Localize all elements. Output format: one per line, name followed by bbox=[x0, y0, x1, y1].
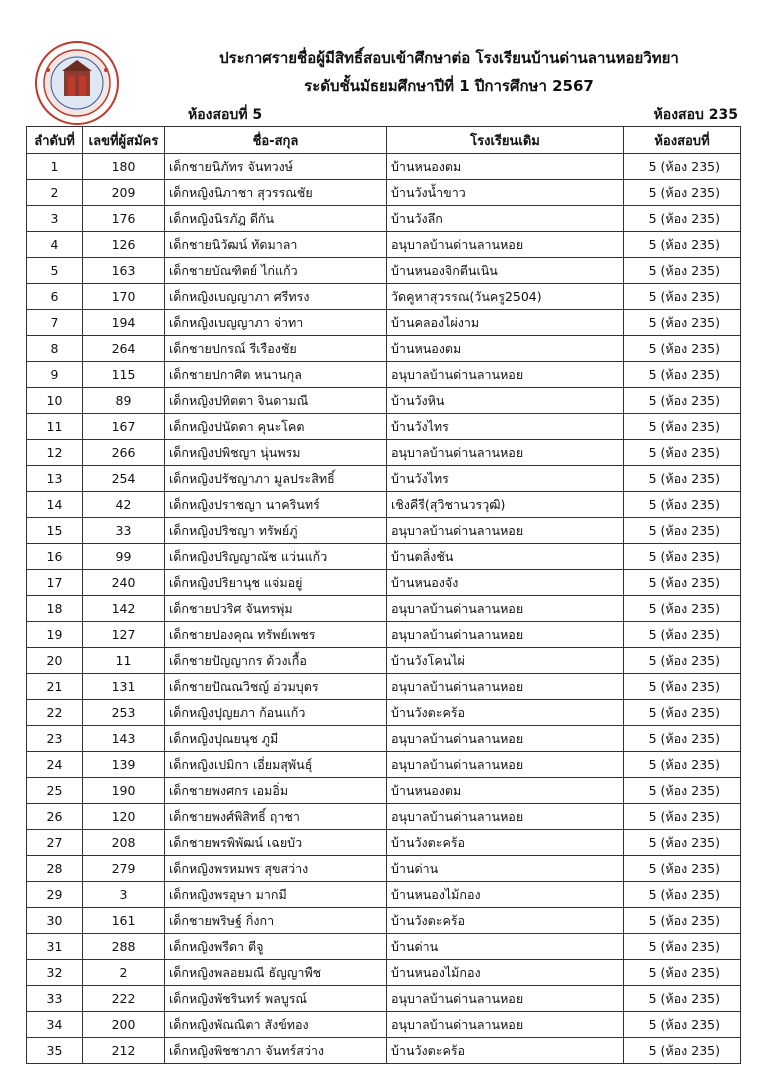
cell-name: เด็กหญิงเบญญาภา ศรีทรง bbox=[165, 284, 387, 310]
cell-name: เด็กหญิงปุณยนุช ภูมี bbox=[165, 726, 387, 752]
cell-exam-room: 5 (ห้อง 235) bbox=[624, 934, 741, 960]
cell-previous-school: บ้านหนองตม bbox=[387, 336, 624, 362]
cell-applicant-no: 143 bbox=[83, 726, 165, 752]
cell-name: เด็กชายพงศกร เอมอิ่ม bbox=[165, 778, 387, 804]
cell-previous-school: อนุบาลบ้านด่านลานหอย bbox=[387, 752, 624, 778]
cell-name: เด็กชายปกาศิต หนานกุล bbox=[165, 362, 387, 388]
cell-name: เด็กชายปัณณวิชญ์ อ่วมบุตร bbox=[165, 674, 387, 700]
cell-previous-school: บ้านด่าน bbox=[387, 934, 624, 960]
cell-applicant-no: 120 bbox=[83, 804, 165, 830]
column-header-name: ชื่อ-สกุล bbox=[165, 127, 387, 154]
cell-previous-school: บ้านหนองตม bbox=[387, 154, 624, 180]
cell-applicant-no: 288 bbox=[83, 934, 165, 960]
cell-applicant-no: 279 bbox=[83, 856, 165, 882]
table-row bbox=[27, 726, 741, 752]
cell-exam-room: 5 (ห้อง 235) bbox=[624, 414, 741, 440]
cell-previous-school: อนุบาลบ้านด่านลานหอย bbox=[387, 362, 624, 388]
table-row bbox=[27, 934, 741, 960]
cell-exam-room: 5 (ห้อง 235) bbox=[624, 804, 741, 830]
cell-order: 30 bbox=[27, 908, 83, 934]
cell-name: เด็กชายปองคุณ ทรัพย์เพชร bbox=[165, 622, 387, 648]
cell-previous-school: อนุบาลบ้านด่านลานหอย bbox=[387, 674, 624, 700]
announcement-subtitle: ระดับชั้นมัธยมศึกษาปีที่ 1 ปีการศึกษา 2567 bbox=[304, 77, 594, 95]
cell-applicant-no: 139 bbox=[83, 752, 165, 778]
cell-applicant-no: 176 bbox=[83, 206, 165, 232]
cell-previous-school: บ้านวังตะคร้อ bbox=[387, 700, 624, 726]
cell-applicant-no: 99 bbox=[83, 544, 165, 570]
cell-exam-room: 5 (ห้อง 235) bbox=[624, 362, 741, 388]
cell-previous-school: บ้านวังหิน bbox=[387, 388, 624, 414]
cell-applicant-no: 264 bbox=[83, 336, 165, 362]
cell-order: 5 bbox=[27, 258, 83, 284]
cell-previous-school: บ้านวังตะคร้อ bbox=[387, 908, 624, 934]
cell-previous-school: บ้านวังโคนไผ่ bbox=[387, 648, 624, 674]
cell-exam-room: 5 (ห้อง 235) bbox=[624, 752, 741, 778]
cell-exam-room: 5 (ห้อง 235) bbox=[624, 310, 741, 336]
table-row bbox=[27, 622, 741, 648]
cell-order: 10 bbox=[27, 388, 83, 414]
cell-applicant-no: 142 bbox=[83, 596, 165, 622]
table-row bbox=[27, 258, 741, 284]
cell-name: เด็กหญิงนิรภัฎ ดีกัน bbox=[165, 206, 387, 232]
announcement-title: ประกาศรายชื่อผู้มีสิทธิ์สอบเข้าศึกษาต่อ โรงเรียนบ้านด่านลานหอยวิทยา bbox=[219, 49, 679, 67]
cell-applicant-no: 190 bbox=[83, 778, 165, 804]
cell-applicant-no: 253 bbox=[83, 700, 165, 726]
cell-previous-school: บ้านหนองไม้กอง bbox=[387, 960, 624, 986]
cell-name: เด็กหญิงปรัชญาภา มูลประสิทธิ์ bbox=[165, 466, 387, 492]
cell-applicant-no: 208 bbox=[83, 830, 165, 856]
cell-order: 7 bbox=[27, 310, 83, 336]
cell-name: เด็กชายปัญญากร ด้วงเกื้อ bbox=[165, 648, 387, 674]
cell-applicant-no: 126 bbox=[83, 232, 165, 258]
cell-previous-school: อนุบาลบ้านด่านลานหอย bbox=[387, 622, 624, 648]
cell-name: เด็กชายบัณฑิตย์ ไก่แก้ว bbox=[165, 258, 387, 284]
cell-name: เด็กชายพงศ์พิสิทธิ์ ฤาชา bbox=[165, 804, 387, 830]
cell-name: เด็กหญิงเบญญาภา จ่าทา bbox=[165, 310, 387, 336]
table-row bbox=[27, 908, 741, 934]
cell-applicant-no: 161 bbox=[83, 908, 165, 934]
cell-applicant-no: 167 bbox=[83, 414, 165, 440]
cell-applicant-no: 89 bbox=[83, 388, 165, 414]
cell-applicant-no: 200 bbox=[83, 1012, 165, 1038]
table-row bbox=[27, 154, 741, 180]
cell-exam-room: 5 (ห้อง 235) bbox=[624, 388, 741, 414]
cell-order: 18 bbox=[27, 596, 83, 622]
cell-applicant-no: 163 bbox=[83, 258, 165, 284]
cell-order: 28 bbox=[27, 856, 83, 882]
cell-applicant-no: 33 bbox=[83, 518, 165, 544]
column-header-order: ลำดับที่ bbox=[27, 127, 83, 154]
cell-previous-school: อนุบาลบ้านด่านลานหอย bbox=[387, 804, 624, 830]
cell-exam-room: 5 (ห้อง 235) bbox=[624, 622, 741, 648]
cell-name: เด็กหญิงพัชรินทร์ พลบูรณ์ bbox=[165, 986, 387, 1012]
cell-exam-room: 5 (ห้อง 235) bbox=[624, 648, 741, 674]
cell-exam-room: 5 (ห้อง 235) bbox=[624, 1012, 741, 1038]
table-header-row bbox=[27, 127, 741, 154]
cell-exam-room: 5 (ห้อง 235) bbox=[624, 466, 741, 492]
cell-order: 21 bbox=[27, 674, 83, 700]
table-row bbox=[27, 986, 741, 1012]
cell-previous-school: บ้านหนองจิกตีนเนิน bbox=[387, 258, 624, 284]
cell-applicant-no: 266 bbox=[83, 440, 165, 466]
cell-previous-school: บ้านวังตะคร้อ bbox=[387, 830, 624, 856]
table-row bbox=[27, 700, 741, 726]
cell-name: เด็กหญิงปริญญาณัช แว่นแก้ว bbox=[165, 544, 387, 570]
cell-name: เด็กหญิงพลอยมณี ธัญญาพืช bbox=[165, 960, 387, 986]
table-row bbox=[27, 180, 741, 206]
cell-order: 15 bbox=[27, 518, 83, 544]
cell-order: 1 bbox=[27, 154, 83, 180]
cell-previous-school: อนุบาลบ้านด่านลานหอย bbox=[387, 518, 624, 544]
cell-name: เด็กหญิงปริยานุช แจ่มอยู่ bbox=[165, 570, 387, 596]
cell-name: เด็กหญิงพัณณิตา สังข์ทอง bbox=[165, 1012, 387, 1038]
cell-order: 14 bbox=[27, 492, 83, 518]
cell-name: เด็กหญิงเปมิกา เอี่ยมสุพันธุ์ bbox=[165, 752, 387, 778]
column-header-previous-school: โรงเรียนเดิม bbox=[387, 127, 624, 154]
cell-applicant-no: 209 bbox=[83, 180, 165, 206]
cell-exam-room: 5 (ห้อง 235) bbox=[624, 908, 741, 934]
cell-order: 3 bbox=[27, 206, 83, 232]
cell-order: 12 bbox=[27, 440, 83, 466]
cell-name: เด็กหญิงปุญยภา ก้อนแก้ว bbox=[165, 700, 387, 726]
cell-order: 29 bbox=[27, 882, 83, 908]
cell-exam-room: 5 (ห้อง 235) bbox=[624, 232, 741, 258]
cell-name: เด็กหญิงปราชญา นาครินทร์ bbox=[165, 492, 387, 518]
table-row bbox=[27, 1012, 741, 1038]
cell-previous-school: วัดคูหาสุวรรณ(วันครู2504) bbox=[387, 284, 624, 310]
cell-exam-room: 5 (ห้อง 235) bbox=[624, 596, 741, 622]
cell-exam-room: 5 (ห้อง 235) bbox=[624, 544, 741, 570]
cell-exam-room: 5 (ห้อง 235) bbox=[624, 830, 741, 856]
cell-exam-room: 5 (ห้อง 235) bbox=[624, 570, 741, 596]
cell-exam-room: 5 (ห้อง 235) bbox=[624, 674, 741, 700]
table-row bbox=[27, 570, 741, 596]
cell-exam-room: 5 (ห้อง 235) bbox=[624, 336, 741, 362]
cell-exam-room: 5 (ห้อง 235) bbox=[624, 258, 741, 284]
table-row bbox=[27, 856, 741, 882]
table-row bbox=[27, 466, 741, 492]
cell-order: 27 bbox=[27, 830, 83, 856]
cell-previous-school: อนุบาลบ้านด่านลานหอย bbox=[387, 596, 624, 622]
cell-previous-school: อนุบาลบ้านด่านลานหอย bbox=[387, 232, 624, 258]
cell-exam-room: 5 (ห้อง 235) bbox=[624, 986, 741, 1012]
cell-previous-school: บ้านวังตะคร้อ bbox=[387, 1038, 624, 1064]
cell-name: เด็กชายพริษฐ์ กิ่งกา bbox=[165, 908, 387, 934]
cell-exam-room: 5 (ห้อง 235) bbox=[624, 492, 741, 518]
table-row bbox=[27, 778, 741, 804]
cell-name: เด็กชายปกรณ์ รีเรืองชัย bbox=[165, 336, 387, 362]
cell-previous-school: อนุบาลบ้านด่านลานหอย bbox=[387, 1012, 624, 1038]
cell-applicant-no: 240 bbox=[83, 570, 165, 596]
cell-name: เด็กหญิงปริชญา ทรัพย์ภู่ bbox=[165, 518, 387, 544]
table-row bbox=[27, 544, 741, 570]
cell-applicant-no: 3 bbox=[83, 882, 165, 908]
cell-previous-school: บ้านคลองไผ่งาม bbox=[387, 310, 624, 336]
cell-exam-room: 5 (ห้อง 235) bbox=[624, 1038, 741, 1064]
cell-order: 11 bbox=[27, 414, 83, 440]
cell-applicant-no: 2 bbox=[83, 960, 165, 986]
cell-order: 4 bbox=[27, 232, 83, 258]
cell-order: 8 bbox=[27, 336, 83, 362]
cell-exam-room: 5 (ห้อง 235) bbox=[624, 778, 741, 804]
table-row bbox=[27, 414, 741, 440]
cell-previous-school: บ้านวังไทร bbox=[387, 466, 624, 492]
cell-name: เด็กหญิงพิชชาภา จันทร์สว่าง bbox=[165, 1038, 387, 1064]
cell-applicant-no: 115 bbox=[83, 362, 165, 388]
cell-order: 13 bbox=[27, 466, 83, 492]
cell-applicant-no: 131 bbox=[83, 674, 165, 700]
cell-order: 25 bbox=[27, 778, 83, 804]
cell-order: 19 bbox=[27, 622, 83, 648]
cell-applicant-no: 254 bbox=[83, 466, 165, 492]
table-row bbox=[27, 882, 741, 908]
cell-previous-school: บ้านวังไทร bbox=[387, 414, 624, 440]
cell-applicant-no: 212 bbox=[83, 1038, 165, 1064]
cell-exam-room: 5 (ห้อง 235) bbox=[624, 154, 741, 180]
table-row bbox=[27, 232, 741, 258]
cell-order: 2 bbox=[27, 180, 83, 206]
cell-order: 32 bbox=[27, 960, 83, 986]
cell-previous-school: บ้านด่าน bbox=[387, 856, 624, 882]
cell-name: เด็กชายนิวัฒน์ ทัดมาลา bbox=[165, 232, 387, 258]
table-row bbox=[27, 284, 741, 310]
cell-name: เด็กชายนิภัทร จันทวงษ์ bbox=[165, 154, 387, 180]
cell-order: 35 bbox=[27, 1038, 83, 1064]
cell-order: 34 bbox=[27, 1012, 83, 1038]
table-row bbox=[27, 518, 741, 544]
table-row bbox=[27, 596, 741, 622]
cell-order: 23 bbox=[27, 726, 83, 752]
column-header-exam-room: ห้องสอบที่ bbox=[624, 127, 741, 154]
table-row bbox=[27, 804, 741, 830]
cell-name: เด็กหญิงปนัดดา คุนะโคต bbox=[165, 414, 387, 440]
cell-exam-room: 5 (ห้อง 235) bbox=[624, 882, 741, 908]
cell-order: 20 bbox=[27, 648, 83, 674]
cell-order: 33 bbox=[27, 986, 83, 1012]
cell-previous-school: บ้านวังน้ำขาว bbox=[387, 180, 624, 206]
cell-previous-school: อนุบาลบ้านด่านลานหอย bbox=[387, 440, 624, 466]
exam-room-number: ห้องสอบที่ 5 bbox=[188, 107, 263, 123]
cell-applicant-no: 42 bbox=[83, 492, 165, 518]
table-row bbox=[27, 648, 741, 674]
table-row bbox=[27, 830, 741, 856]
school-logo bbox=[34, 40, 120, 126]
table-row bbox=[27, 752, 741, 778]
table-row bbox=[27, 336, 741, 362]
table-row bbox=[27, 440, 741, 466]
cell-name: เด็กหญิงพรหมพร สุขสว่าง bbox=[165, 856, 387, 882]
cell-exam-room: 5 (ห้อง 235) bbox=[624, 206, 741, 232]
cell-name: เด็กชายพรพิพัฒน์ เฉยบัว bbox=[165, 830, 387, 856]
table-row bbox=[27, 674, 741, 700]
cell-exam-room: 5 (ห้อง 235) bbox=[624, 518, 741, 544]
cell-previous-school: เชิงคีรี(สุวิชานวรวุฒิ) bbox=[387, 492, 624, 518]
cell-order: 9 bbox=[27, 362, 83, 388]
cell-exam-room: 5 (ห้อง 235) bbox=[624, 284, 741, 310]
cell-name: เด็กชายปวริศ จันทรพุ่ม bbox=[165, 596, 387, 622]
cell-applicant-no: 127 bbox=[83, 622, 165, 648]
cell-previous-school: อนุบาลบ้านด่านลานหอย bbox=[387, 986, 624, 1012]
table-row bbox=[27, 310, 741, 336]
table-row bbox=[27, 1038, 741, 1064]
table-row bbox=[27, 362, 741, 388]
table-row bbox=[27, 960, 741, 986]
cell-name: เด็กหญิงพรอุษา มากมี bbox=[165, 882, 387, 908]
cell-applicant-no: 170 bbox=[83, 284, 165, 310]
cell-order: 26 bbox=[27, 804, 83, 830]
cell-exam-room: 5 (ห้อง 235) bbox=[624, 960, 741, 986]
table-row bbox=[27, 492, 741, 518]
cell-order: 22 bbox=[27, 700, 83, 726]
table-row bbox=[27, 206, 741, 232]
cell-name: เด็กหญิงพรีดา ตีจู bbox=[165, 934, 387, 960]
cell-applicant-no: 180 bbox=[83, 154, 165, 180]
cell-exam-room: 5 (ห้อง 235) bbox=[624, 856, 741, 882]
cell-previous-school: บ้านหนองจัง bbox=[387, 570, 624, 596]
table-row bbox=[27, 388, 741, 414]
cell-applicant-no: 194 bbox=[83, 310, 165, 336]
cell-exam-room: 5 (ห้อง 235) bbox=[624, 700, 741, 726]
cell-exam-room: 5 (ห้อง 235) bbox=[624, 726, 741, 752]
candidate-table bbox=[26, 126, 741, 1064]
cell-previous-school: บ้านหนองตม bbox=[387, 778, 624, 804]
cell-order: 6 bbox=[27, 284, 83, 310]
cell-name: เด็กหญิงนิภาชา สุวรรณชัย bbox=[165, 180, 387, 206]
cell-previous-school: บ้านวังลึก bbox=[387, 206, 624, 232]
cell-exam-room: 5 (ห้อง 235) bbox=[624, 180, 741, 206]
cell-previous-school: บ้านตลิ่งชัน bbox=[387, 544, 624, 570]
exam-room-label: ห้องสอบ 235 bbox=[653, 107, 738, 123]
cell-applicant-no: 222 bbox=[83, 986, 165, 1012]
cell-name: เด็กหญิงปพิชญา นุ่นพรม bbox=[165, 440, 387, 466]
cell-name: เด็กหญิงปทิตตา จินดามณี bbox=[165, 388, 387, 414]
column-header-applicant-no: เลขที่ผู้สมัคร bbox=[83, 127, 165, 154]
cell-previous-school: บ้านหนองไม้กอง bbox=[387, 882, 624, 908]
cell-order: 31 bbox=[27, 934, 83, 960]
cell-applicant-no: 11 bbox=[83, 648, 165, 674]
cell-order: 17 bbox=[27, 570, 83, 596]
cell-order: 16 bbox=[27, 544, 83, 570]
cell-exam-room: 5 (ห้อง 235) bbox=[624, 440, 741, 466]
cell-order: 24 bbox=[27, 752, 83, 778]
cell-previous-school: อนุบาลบ้านด่านลานหอย bbox=[387, 726, 624, 752]
